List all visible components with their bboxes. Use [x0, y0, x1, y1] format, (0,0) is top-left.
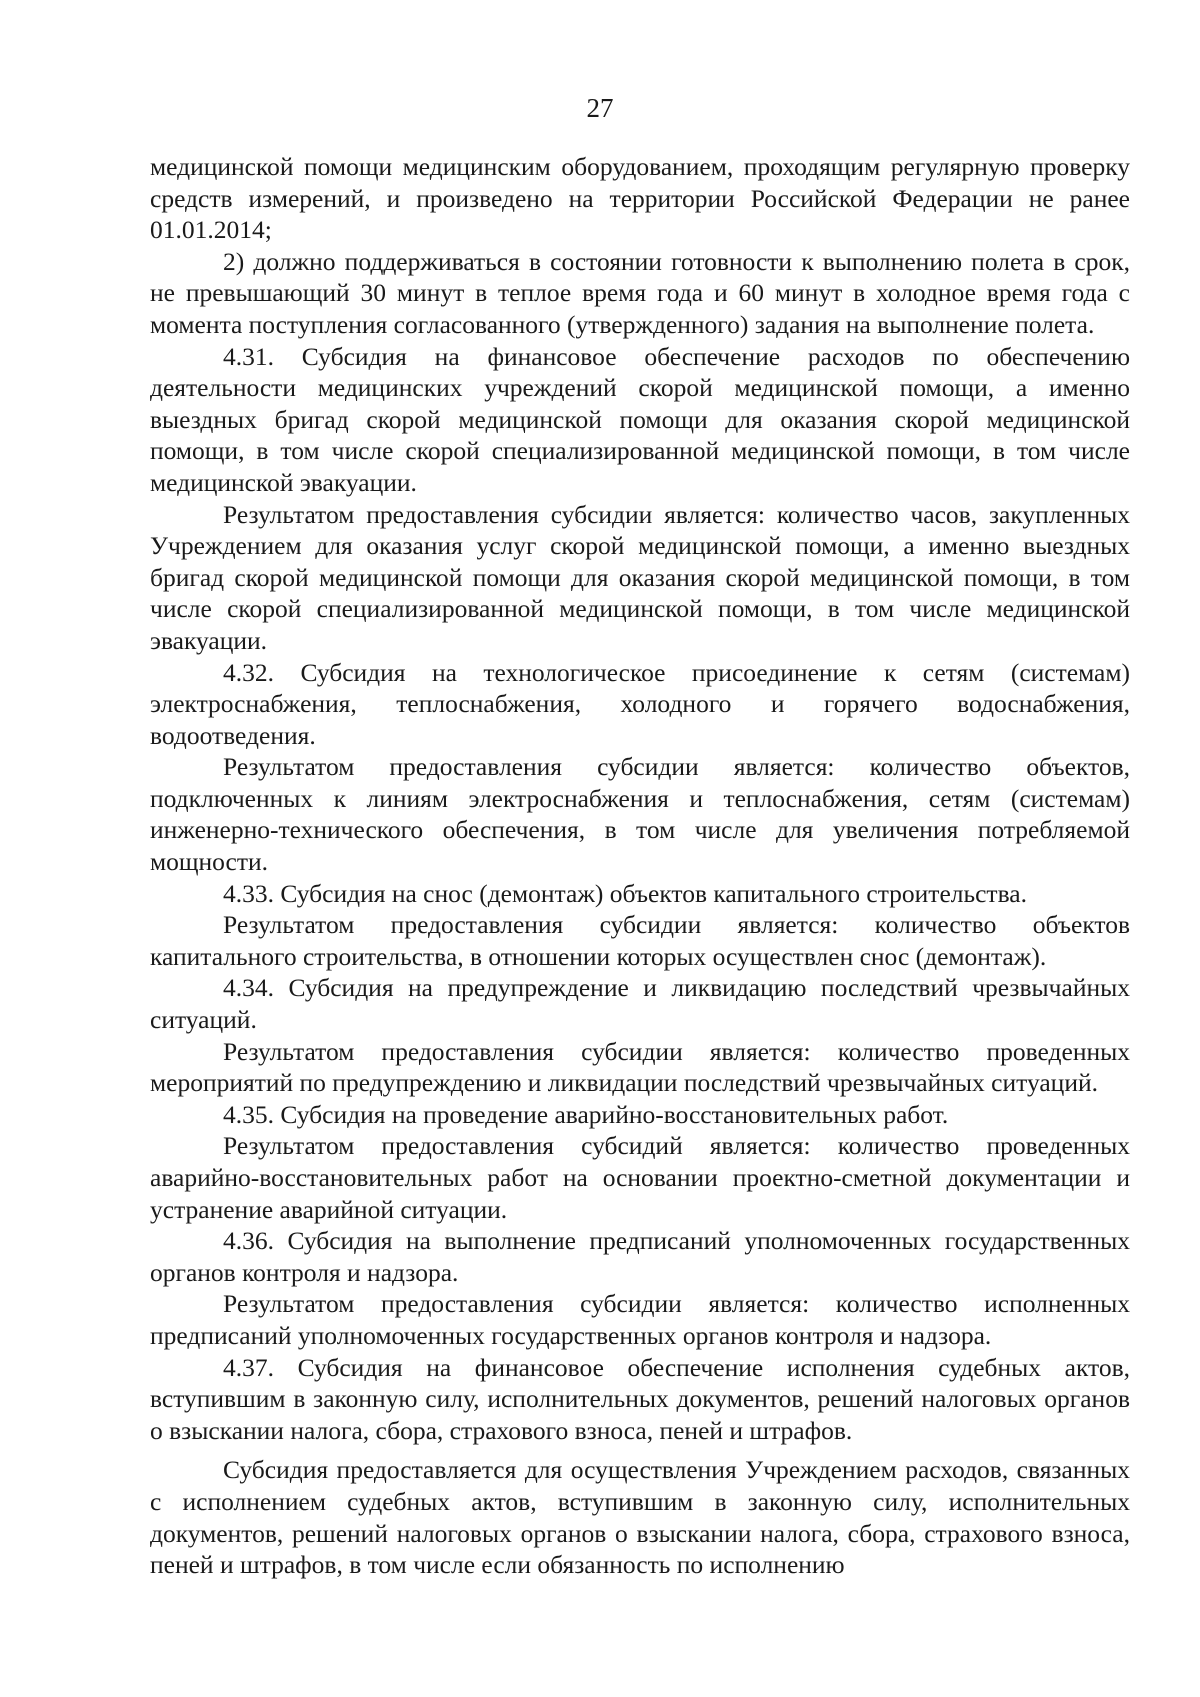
paragraph-4-35: 4.35. Субсидия на проведение аварийно-восстановительных работ. [223, 1099, 949, 1129]
page-number: 27 [586, 93, 614, 123]
paragraph-4-36: 4.36. Субсидия на выполнение предписаний уполномоченных государственных органов контроля и надзора. [150, 1226, 1130, 1287]
paragraph-4-34: 4.34. Субсидия на предупреждение и ликвидацию последствий чрезвычайных ситуаций. [150, 973, 1130, 1035]
paragraph-4-34-result: Результатом предоставления субсидии является: количество проведенных мероприятий по предупреждению и ликвидации последствий чрезвычайных ситуаций. [150, 1036, 1130, 1098]
paragraph-4-36-result: Результатом предоставления субсидии является: количество исполненных предписаний уполномоченных государственных органов контроля и надзора. [150, 1289, 1130, 1350]
paragraph-4-33-result: Результатом предоставления субсидии является: количество объектов капитального строительства, в отношении которых осуществлен снос (демонтаж). [150, 910, 1130, 971]
paragraph-4-31-result: Результатом предоставления субсидии является: количество часов, закупленных Учреждением для оказания услуг скорой медицинской помощи, а именно выездных бригад скорой медицинской помощи для оказания скорой медицинской помощи, в том числе скорой специализированной медицинской помощи, в том числе медицинской эвакуации. [150, 499, 1130, 655]
paragraph-4-31: 4.31. Субсидия на финансовое обеспечение расходов по обеспечению деятельности медицинских учреждений скорой медицинской помощи, а именно выездных бригад скорой медицинской помощи для оказания скорой медицинской помощи, в том числе скорой специализированной медицинской помощи, в том числе медицинской эвакуации. [150, 341, 1130, 497]
paragraph-4-37-details: Субсидия предоставляется для осуществления Учреждением расходов, связанных с исполнением судебных актов, вступившим в законную силу, исполнительных документов, решений налоговых органов о взыскании налога, сбора, страхового взноса, пеней и штрафов, в том числе если обязанность по исполнению [150, 1455, 1130, 1580]
paragraph-4-35-result: Результатом предоставления субсидий является: количество проведенных аварийно-восстановительных работ на основании проектно-сметной документации и устранение аварийной ситуации. [150, 1131, 1130, 1224]
document-body [150, 151, 1130, 1581]
paragraph-4-32: 4.32. Субсидия на технологическое присоединение к сетям (системам) электроснабжения, теплоснабжения, холодного и горячего водоснабжения, водоотведения. [150, 657, 1130, 750]
paragraph-item-2: 2) должно поддерживаться в состоянии готовности к выполнению полета в срок, не превышающий 30 минут в теплое время года и 60 минут в холодное время года с момента поступления согласованного (утвержденного) задания на выполнение полета. [150, 246, 1130, 339]
paragraph-4-37: 4.37. Субсидия на финансовое обеспечение исполнения судебных актов, вступившим в законную силу, исполнительных документов, решений налоговых органов о взыскании налога, сбора, страхового взноса, пеней и штрафов. [150, 1352, 1130, 1445]
paragraph-continuation: медицинской помощи медицинским оборудованием, проходящим регулярную проверку средств измерений, и произведено на территории Российской Федерации не ранее 01.01.2014; [150, 152, 1130, 245]
paragraph-4-33: 4.33. Субсидия на снос (демонтаж) объектов капитального строительства. [223, 878, 1027, 908]
paragraph-4-32-result: Результатом предоставления субсидии является: количество объектов, подключенных к линиям электроснабжения и теплоснабжения, сетям (системам) инженерно-технического обеспечения, в том числе для увеличения потребляемой мощности. [150, 752, 1130, 877]
